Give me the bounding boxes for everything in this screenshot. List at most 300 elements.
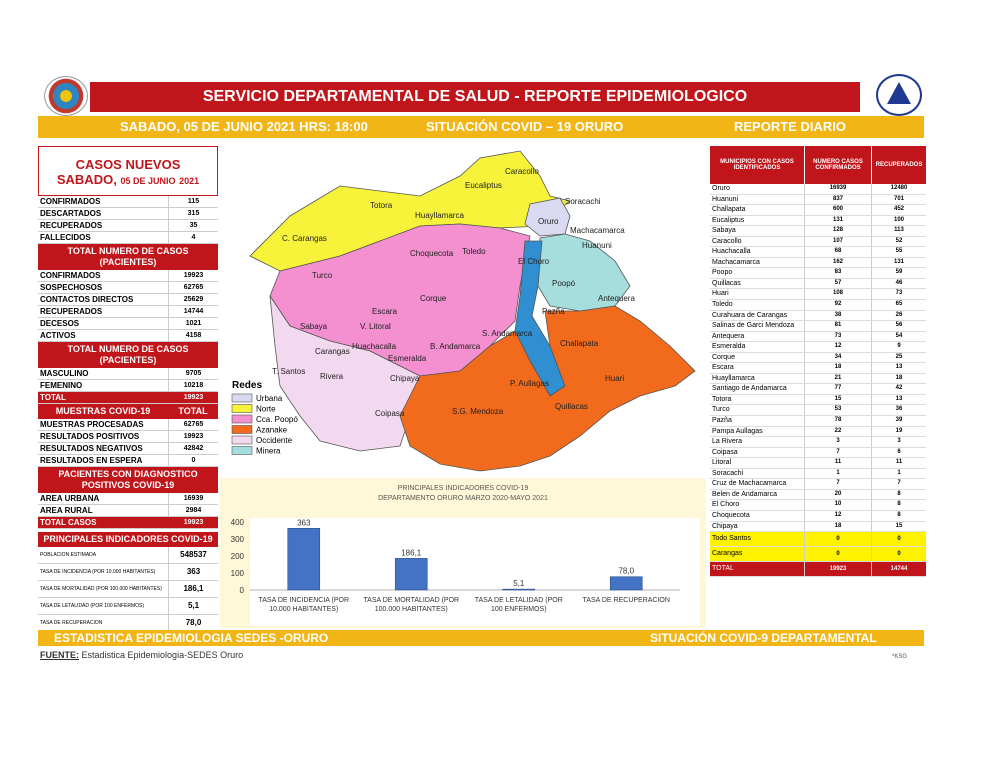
municipality-row — [710, 416, 926, 427]
municipality-row-highlight — [710, 547, 926, 562]
area-total-value: 19923 — [183, 519, 204, 526]
map-region-label: B. Andamarca — [430, 342, 481, 351]
recovered-count: 19 — [895, 427, 903, 434]
confirmed-count: 12 — [805, 342, 872, 352]
map-region-label: Quillacas — [555, 402, 588, 411]
indicators-table — [38, 547, 218, 632]
confirmed-count: 19923 — [805, 562, 872, 576]
bar-value-label: 186,1 — [401, 548, 422, 558]
sex-cases-table — [38, 368, 218, 392]
sedes-logo-left — [44, 76, 88, 116]
chart-title: PRINCIPALES INDICADORES COVID-19 — [397, 485, 529, 492]
indicators-heading: PRINCIPALES INDICADORES COVID-19 — [38, 532, 218, 547]
map-region-label: Coipasa — [375, 409, 405, 418]
municipality-name: Choquecota — [710, 511, 805, 521]
municipality-name: Carangas — [710, 547, 805, 561]
recovered-count: 59 — [895, 269, 903, 276]
municipalities-table — [710, 146, 926, 577]
recovered-count: 113 — [894, 227, 904, 234]
new-cases-date — [39, 172, 217, 189]
municipality-name: Turco — [710, 405, 805, 415]
municipality-row — [710, 321, 926, 332]
recovered-count: 7 — [897, 480, 901, 487]
map-region-label: Poopó — [552, 279, 576, 288]
y-tick-label: 400 — [230, 518, 244, 527]
map-region-label: El Choro — [518, 257, 550, 266]
map-region-label: Rivera — [320, 372, 344, 381]
chart-subtitle: DEPARTAMENTO ORURO MARZO 2020-MAYO 2021 — [378, 495, 548, 502]
confirmed-count: 22 — [805, 427, 872, 437]
samples-total-label: TOTAL — [178, 406, 208, 416]
municipality-name: TOTAL — [710, 562, 805, 576]
map-region-label: V. Litoral — [360, 322, 391, 331]
confirmed-count: 7 — [805, 448, 872, 458]
totals-row-value: 14744 — [183, 308, 204, 315]
confirmed-count: 1 — [805, 469, 872, 479]
areas-row-value: 2984 — [185, 507, 202, 514]
municipality-name: Antequera — [710, 332, 805, 342]
municipality-name: Totora — [710, 395, 805, 405]
confirmed-count: 3 — [805, 437, 872, 447]
municipality-name: Oruro — [710, 184, 805, 194]
area-total-label: TOTAL CASOS — [38, 517, 169, 528]
municipality-name: Pazña — [710, 416, 805, 426]
recovered-count: 56 — [895, 322, 903, 329]
municipality-name: Machacamarca — [710, 258, 805, 268]
samples-row — [38, 419, 218, 431]
legend-swatch — [232, 405, 252, 413]
totals-row — [38, 270, 218, 282]
map-region-label: T. Santos — [272, 367, 306, 376]
totals-row — [38, 330, 218, 342]
municipality-name: La Rivera — [710, 437, 805, 447]
municipality-name: Todo Santos — [710, 532, 805, 546]
legend-label: Azanake — [256, 425, 288, 435]
map-region-label: Antequera — [598, 294, 635, 303]
recovered-count: 65 — [895, 301, 903, 308]
municipality-row — [710, 500, 926, 511]
municipality-name: Belen de Andamarca — [710, 490, 805, 500]
municipality-name: Soracachi — [710, 469, 805, 479]
confirmed-count: 78 — [805, 416, 872, 426]
new-cases-row — [38, 220, 218, 232]
confirmed-count: 68 — [805, 247, 872, 257]
bar-value-label: 5,1 — [513, 579, 525, 589]
totals-row-value: 19923 — [183, 272, 204, 279]
sex-total-value: 19923 — [183, 394, 204, 401]
confirmed-count: 10 — [805, 500, 872, 510]
confirmed-count: 0 — [805, 532, 872, 546]
municipality-row — [710, 216, 926, 227]
recovered-count: 8 — [897, 511, 901, 518]
new-cases-year: 2021 — [179, 176, 200, 186]
municipality-name: Cruz de Machacamarca — [710, 479, 805, 489]
chart-bar — [288, 528, 320, 590]
recovered-count: 42 — [895, 385, 903, 392]
sex-row — [38, 380, 218, 392]
municipality-name: Huanuni — [710, 195, 805, 205]
samples-row-label: MUESTRAS PROCESADAS — [38, 419, 169, 430]
recovered-count: 26 — [895, 311, 903, 318]
map-region-label: Huari — [605, 374, 625, 383]
new-cases-date-a: SABADO, — [56, 172, 117, 187]
indicator-row-label: TASA DE LETALIDAD (POR 100 ENFERMOS) — [38, 598, 169, 614]
totals-row-value: 1021 — [185, 320, 202, 327]
samples-title: MUESTRAS COVID-19 — [55, 406, 151, 416]
sex-total-label: TOTAL — [38, 392, 169, 403]
new-cases-row-label: CONFIRMADOS — [38, 196, 169, 207]
recovered-count: 11 — [895, 459, 903, 466]
municipality-name: Huachacalla — [710, 247, 805, 257]
source-label: FUENTE: — [40, 650, 79, 660]
indicator-row-value: 78,0 — [185, 618, 202, 627]
x-category-label: 10.000 HABITANTES) — [269, 606, 339, 613]
y-tick-label: 0 — [239, 586, 244, 595]
new-cases-row — [38, 208, 218, 220]
footer-left-text: ESTADISTICA EPIDEMIOLOGIA SEDES -ORURO — [54, 631, 329, 645]
map-region-label: C. Carangas — [282, 234, 327, 243]
municipalities-header — [710, 146, 926, 184]
municipality-row — [710, 195, 926, 206]
map-region-label: Pazña — [542, 307, 565, 316]
recovered-count: 3 — [897, 438, 901, 445]
recovered-count: 55 — [895, 248, 903, 255]
map-region-label: Caracollo — [505, 167, 539, 176]
new-cases-row — [38, 196, 218, 208]
areas-row-value: 16939 — [183, 495, 204, 502]
x-category-label: TASA DE MORTALIDAD (POR — [363, 597, 460, 604]
indicator-row — [38, 598, 218, 615]
chart-bar — [610, 577, 642, 590]
municipality-name: Challapata — [710, 205, 805, 215]
indicator-row-value: 186,1 — [183, 584, 204, 593]
new-cases-heading — [38, 146, 218, 196]
municipality-row — [710, 311, 926, 322]
totals-row-label: ACTIVOS — [38, 330, 169, 341]
totals-row-value: 25629 — [183, 296, 204, 303]
municipality-row — [710, 237, 926, 248]
recovered-count: 0 — [897, 536, 901, 543]
map-region-label: S. Andamarca — [482, 329, 533, 338]
municipality-name: Corque — [710, 353, 805, 363]
municipality-name: Toledo — [710, 300, 805, 310]
municipality-name: Huari — [710, 289, 805, 299]
confirmed-count: 53 — [805, 405, 872, 415]
map-region-label: Huanuni — [582, 241, 612, 250]
municipality-row — [710, 490, 926, 501]
recovered-count: 13 — [895, 395, 903, 402]
col-confirmed: NUMERO CASOS CONFIRMADOS — [805, 146, 872, 184]
samples-heading — [38, 404, 218, 419]
municipality-row — [710, 363, 926, 374]
municipality-name: Caracollo — [710, 237, 805, 247]
recovered-count: 100 — [893, 216, 904, 223]
map-region-label: Challapata — [560, 339, 599, 348]
indicator-row-value: 363 — [186, 567, 201, 576]
indicator-row — [38, 547, 218, 564]
confirmed-count: 162 — [805, 258, 872, 268]
indicator-row-value: 548537 — [180, 550, 207, 559]
municipality-row — [710, 258, 926, 269]
bar-value-label: 363 — [297, 518, 311, 528]
legend-swatch — [232, 415, 252, 423]
municipality-name: Poopo — [710, 268, 805, 278]
samples-row-value: 42842 — [183, 445, 204, 452]
totals-row — [38, 306, 218, 318]
municipality-name: Escara — [710, 363, 805, 373]
confirmed-count: 12 — [805, 511, 872, 521]
legend-swatch — [232, 447, 252, 455]
indicator-row — [38, 581, 218, 598]
municipality-row — [710, 448, 926, 459]
legend-label: Occidente — [256, 436, 293, 445]
municipality-row — [710, 226, 926, 237]
municipality-row — [710, 332, 926, 343]
total-cases-table — [38, 270, 218, 342]
samples-row-value: 0 — [191, 457, 196, 464]
recovered-count: 46 — [895, 279, 903, 286]
sex-row-label: MASCULINO — [38, 368, 169, 379]
samples-row — [38, 431, 218, 443]
sex-row — [38, 368, 218, 380]
map-region-label: Machacamarca — [570, 226, 625, 235]
legend-title: Redes — [232, 380, 263, 391]
municipality-row — [710, 384, 926, 395]
sex-row-label: FEMENINO — [38, 380, 169, 391]
samples-row-label: RESULTADOS POSITIVOS — [38, 431, 169, 442]
map-region-label: P. Aullagas — [510, 379, 549, 388]
legend-swatch — [232, 436, 252, 444]
sex-row-value: 9705 — [185, 370, 202, 377]
author-mark: *KSG — [892, 654, 908, 660]
recovered-count: 52 — [895, 237, 903, 244]
daily-report-label: REPORTE DIARIO — [734, 119, 846, 134]
confirmed-count: 131 — [805, 216, 872, 226]
recovered-count: 12480 — [890, 185, 908, 191]
source-text: Estadistica Epidemiologia-SEDES Oruro — [81, 650, 244, 660]
municipality-row — [710, 427, 926, 438]
new-cases-date-b: 05 DE JUNIO — [120, 176, 176, 186]
x-category-label: TASA DE RECUPERACION — [582, 597, 670, 604]
sex-total-row — [38, 392, 218, 404]
totals-row-label: SOSPECHOSOS — [38, 282, 169, 293]
municipality-row — [710, 405, 926, 416]
municipality-row — [710, 395, 926, 406]
confirmed-count: 837 — [805, 195, 872, 205]
municipality-name: Chipaya — [710, 522, 805, 532]
chart-bar — [395, 558, 427, 590]
confirmed-count: 21 — [805, 374, 872, 384]
municipality-row — [710, 353, 926, 364]
situation-label: SITUACIÓN COVID – 19 ORURO — [426, 119, 624, 134]
recovered-count: 452 — [893, 206, 904, 213]
confirmed-count: 128 — [805, 226, 872, 236]
report-title: SERVICIO DEPARTAMENTAL DE SALUD - REPORTE EPIDEMIOLOGICO — [90, 82, 860, 112]
municipality-row — [710, 279, 926, 290]
map-region-label: Sabaya — [300, 322, 328, 331]
legend-swatch — [232, 426, 252, 434]
recovered-count: 54 — [895, 332, 903, 339]
totals-row-label: CONTACTOS DIRECTOS — [38, 294, 169, 305]
municipality-row — [710, 300, 926, 311]
totals-row — [38, 282, 218, 294]
legend-swatch — [232, 394, 252, 402]
col-recovered: RECUPERADOS — [875, 162, 923, 168]
total-cases-heading: TOTAL NUMERO DE CASOS (PACIENTES) — [38, 244, 218, 270]
confirmed-count: 81 — [805, 321, 872, 331]
new-cases-row-value: 115 — [187, 198, 200, 205]
map-region-label: Soracachi — [565, 197, 601, 206]
confirmed-count: 20 — [805, 490, 872, 500]
new-cases-row-value: 4 — [191, 234, 196, 241]
recovered-count: 25 — [895, 353, 903, 360]
map-region-label: Huachacalla — [352, 342, 397, 351]
map-region-label: Corque — [420, 294, 447, 303]
municipality-name: Salinas de Garci Mendoza — [710, 321, 805, 331]
samples-row-value: 19923 — [183, 433, 204, 440]
municipality-name: Litoral — [710, 458, 805, 468]
x-category-label: TASA DE INCIDENCIA (POR — [258, 597, 349, 604]
municipality-row — [710, 437, 926, 448]
totals-row-value: 4158 — [185, 332, 202, 339]
recovered-count: 8 — [897, 501, 901, 508]
x-category-label: 100.000 HABITANTES) — [374, 606, 448, 613]
municipality-name: Eucaliptus — [710, 216, 805, 226]
indicator-row-label: TASA DE INCIDENCIA (POR 10.000 HABITANTES) — [38, 564, 169, 580]
confirmed-count: 92 — [805, 300, 872, 310]
municipality-row — [710, 342, 926, 353]
indicator-row-label: TASA DE MORTALIDAD (POR 100.000 HABITANTES) — [38, 581, 169, 597]
indicator-row-label: TASA DE RECUPERACION — [38, 615, 169, 631]
y-tick-label: 200 — [230, 552, 244, 561]
confirmed-count: 77 — [805, 384, 872, 394]
map-region-label: S.G. Mendoza — [452, 407, 504, 416]
recovered-count: 36 — [895, 406, 903, 413]
municipality-row — [710, 289, 926, 300]
municipality-row — [710, 458, 926, 469]
legend-label: Cca. Poopó — [256, 415, 298, 424]
totals-row — [38, 318, 218, 330]
municipality-row — [710, 205, 926, 216]
municipality-name: Pampa Aullagas — [710, 427, 805, 437]
indicator-row-value: 5,1 — [187, 601, 200, 610]
map-region-label: Huayllamarca — [415, 211, 464, 220]
map-region-label: Chipaya — [390, 374, 420, 383]
indicators-chart-svg — [220, 478, 706, 628]
indicator-row — [38, 564, 218, 581]
samples-row-label: RESULTADOS NEGATIVOS — [38, 443, 169, 454]
y-tick-label: 100 — [230, 569, 244, 578]
oruro-department-map — [220, 146, 706, 476]
confirmed-count: 73 — [805, 332, 872, 342]
municipality-row — [710, 247, 926, 258]
recovered-count: 73 — [895, 290, 903, 297]
confirmed-count: 18 — [805, 363, 872, 373]
area-total-row — [38, 517, 218, 529]
municipality-name: Huayllamarca — [710, 374, 805, 384]
municipality-row — [710, 511, 926, 522]
confirmed-count: 38 — [805, 311, 872, 321]
indicator-row-label: POBLACION ESTIMADA — [38, 547, 169, 563]
confirmed-count: 600 — [805, 205, 872, 215]
municipality-name: El Choro — [710, 500, 805, 510]
confirmed-count: 108 — [805, 289, 872, 299]
recovered-count: 9 — [897, 343, 901, 350]
recovered-count: 15 — [895, 522, 903, 529]
legend-label: Urbana — [256, 394, 283, 403]
subheader-bar — [38, 116, 924, 138]
municipality-row — [710, 469, 926, 480]
totals-row-label: RECUPERADOS — [38, 306, 169, 317]
totals-row-label: CONFIRMADOS — [38, 270, 169, 281]
left-summary-panel — [38, 146, 218, 632]
municipality-name: Curahuara de Carangas — [710, 311, 805, 321]
totals-row — [38, 294, 218, 306]
municipality-name: Quillacas — [710, 279, 805, 289]
new-cases-row-label: FALLECIDOS — [38, 232, 169, 243]
chart-bar — [503, 589, 535, 590]
areas-row — [38, 505, 218, 517]
municipality-name: Santiago de Andamarca — [710, 384, 805, 394]
municipality-name: Esmeralda — [710, 342, 805, 352]
recovered-count: 14744 — [890, 566, 908, 573]
new-cases-row-value: 35 — [189, 222, 198, 229]
x-category-label: TASA DE LETALIDAD (POR — [474, 597, 563, 604]
x-category-label: 100 ENFERMOS) — [490, 606, 547, 613]
confirmed-count: 18 — [805, 522, 872, 532]
recovered-count: 18 — [895, 374, 903, 381]
map-region-label: Turco — [312, 271, 333, 280]
footer-bar — [38, 630, 924, 646]
recovered-count: 39 — [895, 417, 903, 424]
recovered-count: 131 — [893, 258, 904, 265]
municipality-name: Sabaya — [710, 226, 805, 236]
confirmed-count: 15 — [805, 395, 872, 405]
confirmed-count: 7 — [805, 479, 872, 489]
samples-row — [38, 443, 218, 455]
report-date: SABADO, 05 DE JUNIO 2021 HRS: 18:00 — [120, 119, 368, 134]
footer-right-text: SITUACIÓN COVID-9 DEPARTAMENTAL — [650, 631, 877, 645]
areas-row — [38, 493, 218, 505]
new-cases-title: CASOS NUEVOS — [75, 157, 181, 172]
municipality-row — [710, 479, 926, 490]
samples-row-label: RESULTADOS EN ESPERA — [38, 455, 169, 466]
area-heading: PACIENTES CON DIAGNOSTICO POSITIVOS COVID-19 — [38, 467, 218, 493]
municipality-row-highlight — [710, 532, 926, 547]
map-region-label: Esmeralda — [388, 354, 427, 363]
samples-table — [38, 419, 218, 467]
map-region-label: Oruro — [538, 217, 559, 226]
totals-row-label: DECESOS — [38, 318, 169, 329]
sex-row-value: 10218 — [183, 382, 204, 389]
map-region-label: Eucaliptus — [465, 181, 502, 190]
source-note — [40, 650, 243, 660]
map-region-label: Choquecota — [410, 249, 454, 258]
new-cases-table — [38, 196, 218, 244]
recovered-count: 6 — [897, 448, 901, 455]
map-region-label: Carangas — [315, 347, 350, 356]
municipality-row — [710, 268, 926, 279]
new-cases-row-value: 315 — [187, 210, 200, 217]
areas-row-label: AREA URBANA — [38, 493, 169, 504]
confirmed-count: 34 — [805, 353, 872, 363]
recovered-count: 0 — [897, 551, 901, 558]
new-cases-row-label: DESCARTADOS — [38, 208, 169, 219]
municipality-row — [710, 184, 926, 195]
y-tick-label: 300 — [230, 535, 244, 544]
areas-row-label: AREA RURAL — [38, 505, 169, 516]
institution-logo-right — [876, 74, 922, 116]
